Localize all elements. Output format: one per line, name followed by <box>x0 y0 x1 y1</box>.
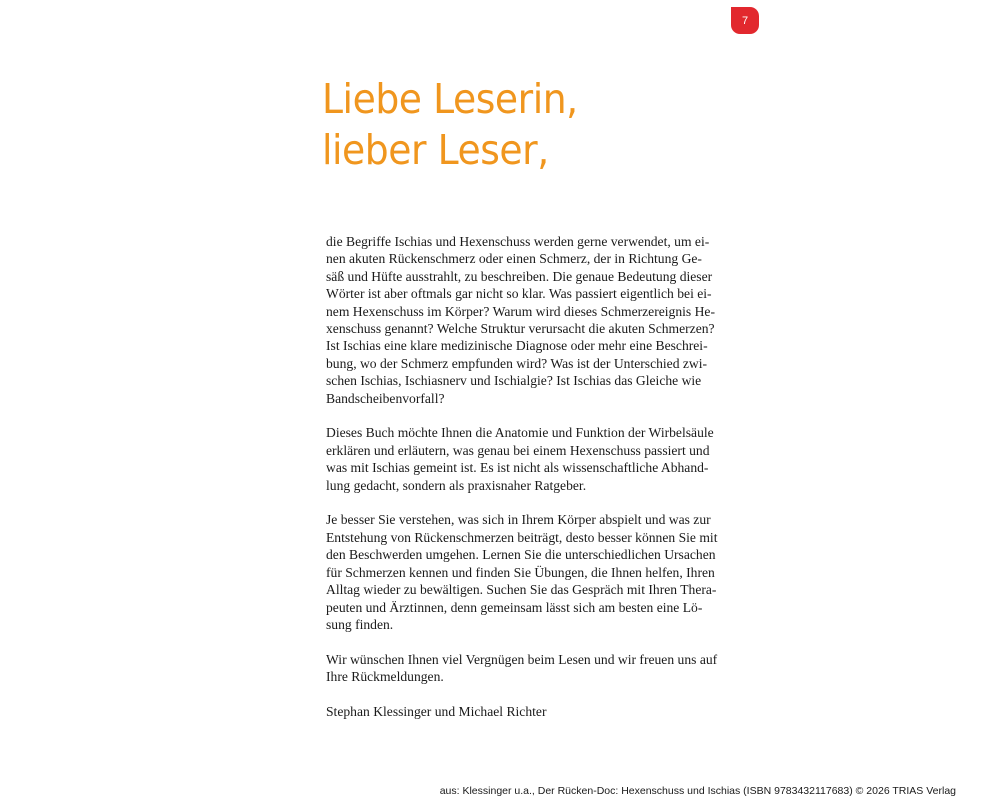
text-line: nem Hexenschuss im Körper? Warum wird dieses Schmerzereignis He- <box>326 303 715 319</box>
text-line: die Begriffe Ischias und Hexenschuss werden gerne verwendet, um ei- <box>326 234 710 249</box>
text-line: Entstehung von Rückenschmerzen beiträgt, desto besser können Sie mit <box>326 529 718 545</box>
text-line: was mit Ischias gemeint ist. Es ist nicht als wissenschaftliche Abhand- <box>326 460 709 476</box>
text-line: Stephan Klessinger und Michael Richter <box>326 703 547 719</box>
text-line: xenschuss genannt? Welche Struktur verursacht die akuten Schmerzen? <box>326 321 715 337</box>
text-line: Je besser Sie verstehen, was sich in Ihrem Körper abspielt und was zur <box>326 512 711 528</box>
footer-citation: aus: Klessinger u.a., Der Rücken-Doc: Hexenschuss und Ischias (ISBN 9783432117683) © 2026 TRIAS Verlag <box>439 785 956 797</box>
paragraph <box>326 651 726 686</box>
text-line: für Schmerzen kennen und finden Sie Übungen, die Ihnen helfen, Ihren <box>326 564 715 580</box>
paragraph <box>326 511 726 633</box>
text-line: Bandscheibenvorfall? <box>326 390 445 406</box>
text-line: Wörter ist aber oftmals gar nicht so klar. Was passiert eigentlich bei ei- <box>326 286 712 302</box>
text-line: peuten und Ärztinnen, denn gemeinsam lässt sich am besten eine Lö- <box>326 599 703 615</box>
text-line: schen Ischias, Ischiasnerv und Ischialgie? Ist Ischias das Gleiche wie <box>326 373 702 389</box>
page-title-line-2: lieber Leser, <box>322 126 549 174</box>
text-line: Ist Ischias eine klare medizinische Diagnose oder mehr eine Beschrei- <box>326 338 708 354</box>
text-line: nen akuten Rückenschmerz oder einen Schmerz, der in Richtung Ge- <box>326 251 702 267</box>
text-line: Wir wünschen Ihnen viel Vergnügen beim Lesen und wir freuen uns auf <box>326 651 718 667</box>
text-line: Ihre Rückmeldungen. <box>326 669 444 685</box>
text-line: bung, wo der Schmerz empfunden wird? Was ist der Unterschied zwi- <box>326 355 708 371</box>
text-line: sung finden. <box>326 616 394 632</box>
text-line: erklären und erläutern, was genau bei einem Hexenschuss passiert und <box>326 442 710 458</box>
paragraph <box>326 233 726 407</box>
body-text <box>326 233 726 738</box>
page-number-badge: 7 <box>731 7 759 34</box>
page-title <box>322 74 578 176</box>
text-line: säß und Hüfte ausstrahlt, zu beschreiben. Die genaue Bedeutung dieser <box>326 268 713 284</box>
page-title-line-1: Liebe Leserin, <box>322 75 578 123</box>
text-line: Dieses Buch möchte Ihnen die Anatomie und Funktion der Wirbelsäule <box>326 425 714 441</box>
text-line: Alltag wieder zu bewältigen. Suchen Sie das Gespräch mit Ihren Thera- <box>326 582 717 598</box>
signature <box>326 703 726 720</box>
text-line: den Beschwerden umgehen. Lernen Sie die unterschiedlichen Ursachen <box>326 547 716 563</box>
paragraph <box>326 424 726 494</box>
text-line: lung gedacht, sondern als praxisnaher Ratgeber. <box>326 477 587 493</box>
